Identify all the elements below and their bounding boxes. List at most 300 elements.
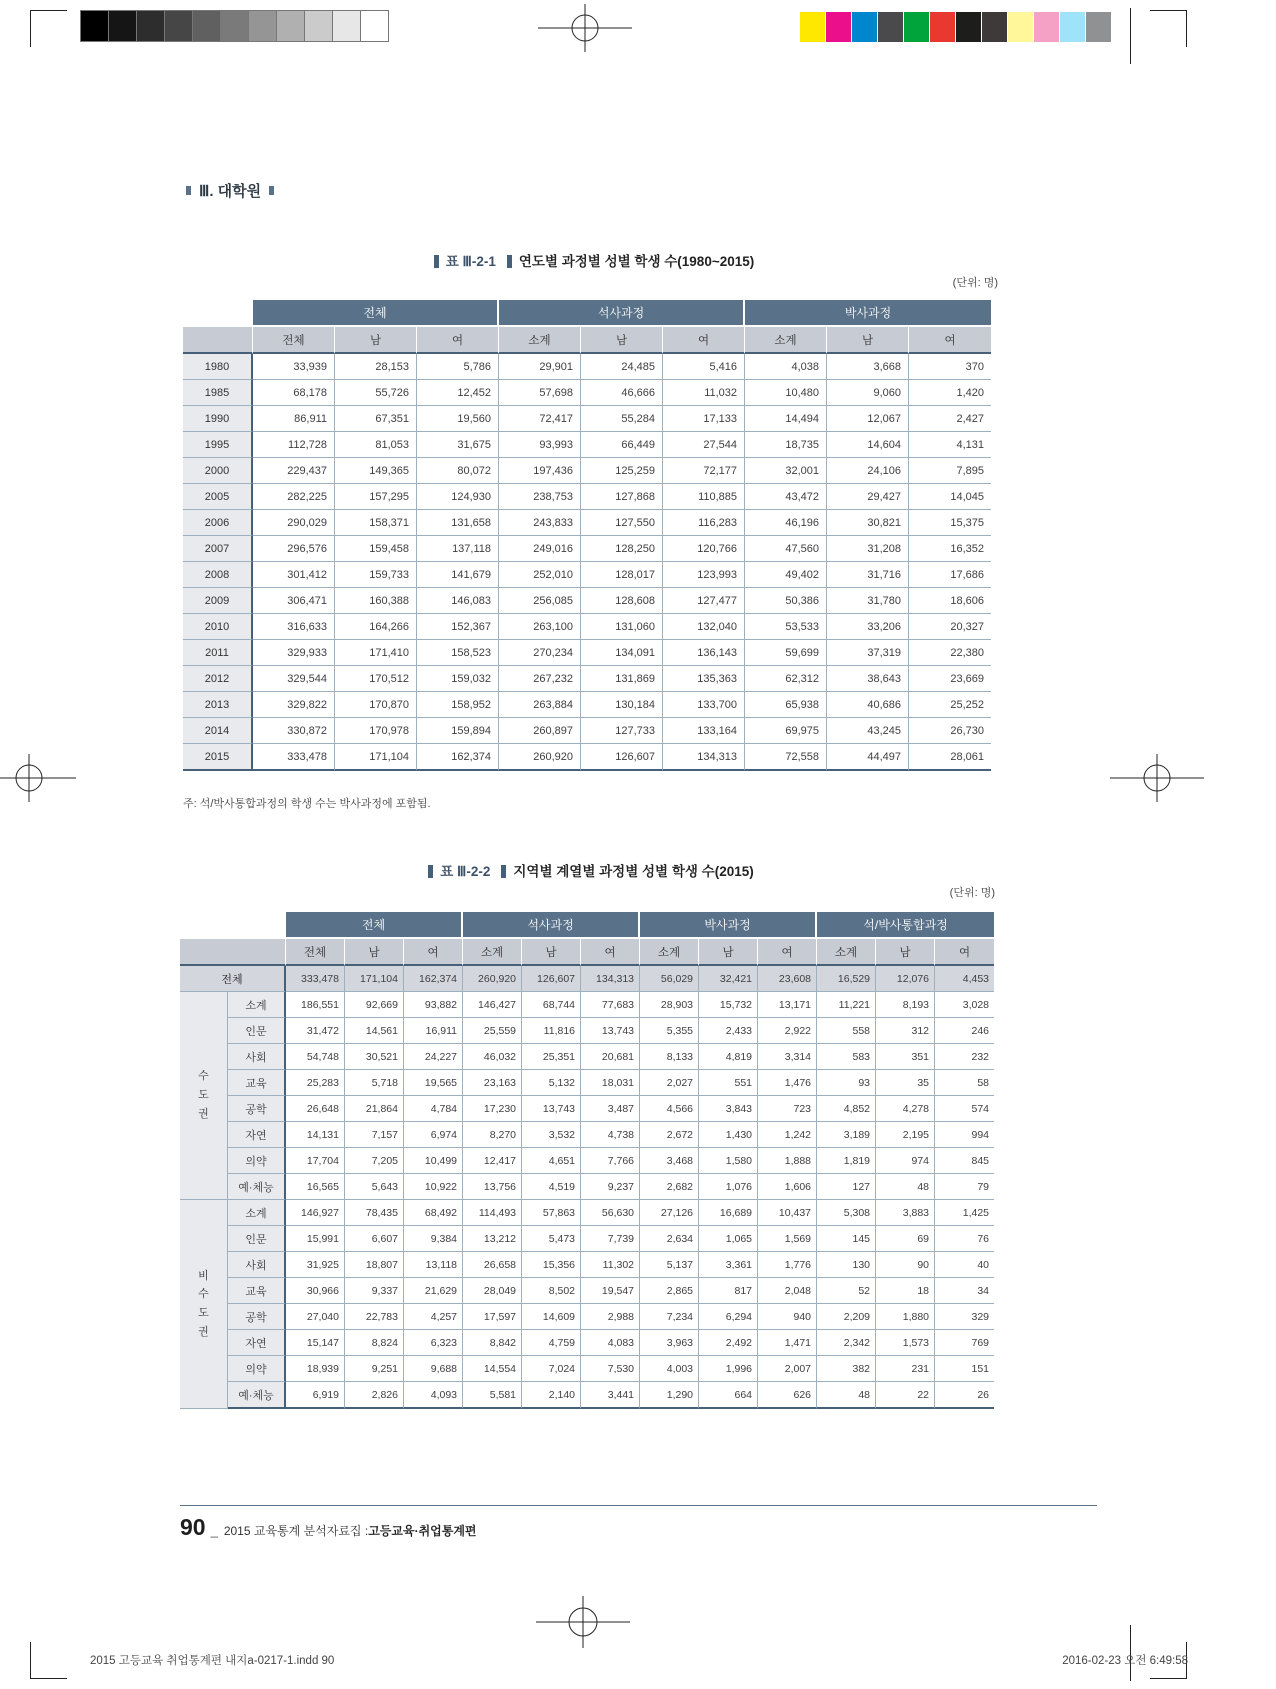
group-header: 전체 [253, 300, 499, 327]
student-count-cell: 30,966 [286, 1278, 345, 1304]
column-header-row [180, 939, 994, 966]
student-count-cell: 164,266 [335, 614, 417, 640]
year-row [183, 484, 991, 510]
student-count-cell: 158,523 [417, 640, 499, 666]
student-count-cell: 78,435 [345, 1200, 404, 1226]
corner-cell [183, 327, 253, 354]
student-count-cell: 2,427 [909, 406, 991, 432]
student-count-cell: 56,029 [640, 966, 699, 992]
student-count-cell: 626 [758, 1382, 817, 1409]
field-label: 교육 [228, 1278, 286, 1304]
student-count-cell: 4,784 [404, 1096, 463, 1122]
student-count-cell: 48 [876, 1174, 935, 1200]
student-count-cell: 1,290 [640, 1382, 699, 1409]
student-count-cell: 2,826 [345, 1382, 404, 1409]
student-count-cell: 16,689 [699, 1200, 758, 1226]
student-count-cell: 26 [935, 1382, 994, 1409]
student-count-cell: 4,566 [640, 1096, 699, 1122]
student-count-cell: 3,668 [827, 354, 909, 380]
table1-title-text: 연도별 과정별 성별 학생 수(1980~2015) [518, 254, 755, 269]
year-row [183, 458, 991, 484]
student-count-cell: 159,458 [335, 536, 417, 562]
student-count-cell: 4,003 [640, 1356, 699, 1382]
footer-text-bold: 고등교육·취업통계편 [368, 1524, 477, 1538]
column-header: 여 [758, 939, 817, 966]
student-count-cell: 32,421 [699, 966, 758, 992]
student-count-cell: 47,560 [745, 536, 827, 562]
student-count-cell: 46,032 [463, 1044, 522, 1070]
column-header: 남 [345, 939, 404, 966]
column-header: 소계 [499, 327, 581, 354]
table2-title [180, 860, 995, 880]
student-count-cell: 28,049 [463, 1278, 522, 1304]
student-count-cell: 22,380 [909, 640, 991, 666]
student-count-cell: 19,565 [404, 1070, 463, 1096]
student-count-cell: 723 [758, 1096, 817, 1122]
table1-unit: (단위: 명) [952, 277, 998, 289]
student-count-cell: 31,780 [827, 588, 909, 614]
field-label: 예·체능 [228, 1174, 286, 1200]
yearly-students-table [183, 300, 991, 771]
calibration-swatch [360, 10, 389, 42]
student-count-cell: 5,416 [663, 354, 745, 380]
title-bar-icon [428, 865, 433, 878]
footer-divider [180, 1505, 1097, 1506]
student-count-cell: 57,863 [522, 1200, 581, 1226]
student-count-cell: 13,212 [463, 1226, 522, 1252]
calibration-swatch [956, 12, 981, 42]
student-count-cell: 5,581 [463, 1382, 522, 1409]
student-count-cell: 12,076 [876, 966, 935, 992]
calibration-swatch [80, 10, 109, 42]
student-count-cell: 15,375 [909, 510, 991, 536]
student-count-cell: 296,576 [253, 536, 335, 562]
year-label: 1990 [183, 406, 253, 432]
title-bar-icon [434, 255, 439, 268]
student-count-cell: 54,748 [286, 1044, 345, 1070]
student-count-cell: 252,010 [499, 562, 581, 588]
student-count-cell: 940 [758, 1304, 817, 1330]
student-count-cell: 2,140 [522, 1382, 581, 1409]
student-count-cell: 81,053 [335, 432, 417, 458]
corner-cell [180, 939, 286, 966]
student-count-cell: 137,118 [417, 536, 499, 562]
year-label: 2014 [183, 718, 253, 744]
student-count-cell: 31,925 [286, 1252, 345, 1278]
student-count-cell: 21,629 [404, 1278, 463, 1304]
year-label: 2009 [183, 588, 253, 614]
student-count-cell: 17,686 [909, 562, 991, 588]
calibration-swatch [164, 10, 193, 42]
footer-separator: _ [210, 1523, 218, 1538]
column-header: 전체 [286, 939, 345, 966]
student-count-cell: 133,164 [663, 718, 745, 744]
student-count-cell: 114,493 [463, 1200, 522, 1226]
student-count-cell: 28,061 [909, 744, 991, 771]
student-count-cell: 27,544 [663, 432, 745, 458]
student-count-cell: 25,351 [522, 1044, 581, 1070]
student-count-cell: 110,885 [663, 484, 745, 510]
section-header [178, 180, 282, 201]
student-count-cell: 40,686 [827, 692, 909, 718]
student-count-cell: 11,302 [581, 1252, 640, 1278]
group-header-row [183, 300, 991, 327]
student-count-cell: 130,184 [581, 692, 663, 718]
student-count-cell: 232 [935, 1044, 994, 1070]
student-count-cell: 6,919 [286, 1382, 345, 1409]
student-count-cell: 2,672 [640, 1122, 699, 1148]
title-bar-icon [501, 865, 506, 878]
year-label: 2013 [183, 692, 253, 718]
student-count-cell: 33,206 [827, 614, 909, 640]
field-label: 소계 [228, 992, 286, 1018]
student-count-cell: 3,468 [640, 1148, 699, 1174]
student-count-cell: 112,728 [253, 432, 335, 458]
calibration-swatch [878, 12, 903, 42]
student-count-cell: 20,327 [909, 614, 991, 640]
student-count-cell: 1,242 [758, 1122, 817, 1148]
student-count-cell: 7,766 [581, 1148, 640, 1174]
student-count-cell: 5,718 [345, 1070, 404, 1096]
bullet-icon [186, 186, 191, 195]
student-count-cell: 128,250 [581, 536, 663, 562]
student-count-cell: 28,153 [335, 354, 417, 380]
calibration-swatch [248, 10, 277, 42]
field-row [180, 1252, 994, 1278]
student-count-cell: 171,104 [345, 966, 404, 992]
year-label: 2011 [183, 640, 253, 666]
student-count-cell: 24,485 [581, 354, 663, 380]
student-count-cell: 3,532 [522, 1122, 581, 1148]
student-count-cell: 2,048 [758, 1278, 817, 1304]
student-count-cell: 116,283 [663, 510, 745, 536]
student-count-cell: 170,978 [335, 718, 417, 744]
student-count-cell: 290,029 [253, 510, 335, 536]
student-count-cell: 14,609 [522, 1304, 581, 1330]
column-header: 여 [935, 939, 994, 966]
student-count-cell: 17,133 [663, 406, 745, 432]
calibration-swatch [1034, 12, 1059, 42]
student-count-cell: 151 [935, 1356, 994, 1382]
student-count-cell: 23,163 [463, 1070, 522, 1096]
year-row [183, 744, 991, 771]
student-count-cell: 11,032 [663, 380, 745, 406]
student-count-cell: 53,533 [745, 614, 827, 640]
student-count-cell: 17,597 [463, 1304, 522, 1330]
student-count-cell: 11,816 [522, 1018, 581, 1044]
year-row [183, 536, 991, 562]
student-count-cell: 14,494 [745, 406, 827, 432]
column-header: 여 [909, 327, 991, 354]
field-row [180, 1382, 994, 1409]
field-row [180, 1096, 994, 1122]
student-count-cell: 127 [817, 1174, 876, 1200]
student-count-cell: 2,492 [699, 1330, 758, 1356]
student-count-cell: 128,608 [581, 588, 663, 614]
student-count-cell: 329,822 [253, 692, 335, 718]
student-count-cell: 5,786 [417, 354, 499, 380]
student-count-cell: 68,744 [522, 992, 581, 1018]
student-count-cell: 333,478 [286, 966, 345, 992]
student-count-cell: 146,083 [417, 588, 499, 614]
year-row [183, 406, 991, 432]
student-count-cell: 31,716 [827, 562, 909, 588]
student-count-cell: 243,833 [499, 510, 581, 536]
field-label: 공학 [228, 1304, 286, 1330]
registration-mark-icon [0, 754, 76, 802]
student-count-cell: 246 [935, 1018, 994, 1044]
student-count-cell: 197,436 [499, 458, 581, 484]
student-count-cell: 1,880 [876, 1304, 935, 1330]
title-bar-icon [507, 255, 512, 268]
student-count-cell: 8,824 [345, 1330, 404, 1356]
student-count-cell: 231 [876, 1356, 935, 1382]
year-label: 1985 [183, 380, 253, 406]
group-header: 석사과정 [463, 912, 640, 939]
student-count-cell: 35 [876, 1070, 935, 1096]
student-count-cell: 6,607 [345, 1226, 404, 1252]
student-count-cell: 7,739 [581, 1226, 640, 1252]
year-row [183, 432, 991, 458]
student-count-cell: 133,700 [663, 692, 745, 718]
student-count-cell: 24,227 [404, 1044, 463, 1070]
table2-unit: (단위: 명) [949, 887, 995, 899]
column-header: 소계 [817, 939, 876, 966]
student-count-cell: 817 [699, 1278, 758, 1304]
student-count-cell: 157,295 [335, 484, 417, 510]
student-count-cell: 256,085 [499, 588, 581, 614]
student-count-cell: 2,027 [640, 1070, 699, 1096]
student-count-cell: 8,193 [876, 992, 935, 1018]
student-count-cell: 6,323 [404, 1330, 463, 1356]
group-header: 석/박사통합과정 [817, 912, 994, 939]
year-label: 2000 [183, 458, 253, 484]
year-label: 2015 [183, 744, 253, 771]
student-count-cell: 18,031 [581, 1070, 640, 1096]
calibration-swatch [982, 12, 1007, 42]
student-count-cell: 68,178 [253, 380, 335, 406]
student-count-cell: 127,733 [581, 718, 663, 744]
student-count-cell: 4,257 [404, 1304, 463, 1330]
student-count-cell: 162,374 [417, 744, 499, 771]
student-count-cell: 68,492 [404, 1200, 463, 1226]
student-count-cell: 46,196 [745, 510, 827, 536]
student-count-cell: 76 [935, 1226, 994, 1252]
grayscale-calibration-bar [80, 10, 388, 42]
student-count-cell: 18,807 [345, 1252, 404, 1278]
student-count-cell: 14,561 [345, 1018, 404, 1044]
student-count-cell: 2,195 [876, 1122, 935, 1148]
calibration-swatch [800, 12, 825, 42]
imprint-filename: 2015 고등교육 취업통계편 내지a-0217-1.indd 90 [90, 1655, 335, 1667]
total-label: 전체 [180, 966, 286, 992]
student-count-cell: 7,157 [345, 1122, 404, 1148]
student-count-cell: 4,131 [909, 432, 991, 458]
student-count-cell: 12,417 [463, 1148, 522, 1174]
student-count-cell: 17,704 [286, 1148, 345, 1174]
student-count-cell: 769 [935, 1330, 994, 1356]
table1-number: 표 Ⅲ-2-1 [445, 254, 496, 269]
year-row [183, 354, 991, 380]
student-count-cell: 3,883 [876, 1200, 935, 1226]
student-count-cell: 159,032 [417, 666, 499, 692]
student-count-cell: 23,608 [758, 966, 817, 992]
student-count-cell: 551 [699, 1070, 758, 1096]
student-count-cell: 130 [817, 1252, 876, 1278]
student-count-cell: 1,996 [699, 1356, 758, 1382]
field-row [180, 1070, 994, 1096]
section-title: Ⅲ. 대학원 [199, 183, 262, 200]
year-row [183, 562, 991, 588]
calibration-swatch [904, 12, 929, 42]
student-count-cell: 34 [935, 1278, 994, 1304]
student-count-cell: 146,927 [286, 1200, 345, 1226]
student-count-cell: 186,551 [286, 992, 345, 1018]
student-count-cell: 306,471 [253, 588, 335, 614]
student-count-cell: 14,554 [463, 1356, 522, 1382]
student-count-cell: 55,726 [335, 380, 417, 406]
student-count-cell: 77,683 [581, 992, 640, 1018]
field-row [180, 1356, 994, 1382]
student-count-cell: 56,630 [581, 1200, 640, 1226]
footer-text: 2015 교육통계 분석자료집 : [223, 1524, 369, 1538]
student-count-cell: 4,278 [876, 1096, 935, 1122]
crop-mark-icon [30, 1642, 67, 1679]
student-count-cell: 131,869 [581, 666, 663, 692]
student-count-cell: 44,497 [827, 744, 909, 771]
student-count-cell: 16,911 [404, 1018, 463, 1044]
student-count-cell: 18,939 [286, 1356, 345, 1382]
student-count-cell: 57,698 [499, 380, 581, 406]
student-count-cell: 29,427 [827, 484, 909, 510]
student-count-cell: 14,604 [827, 432, 909, 458]
student-count-cell: 17,230 [463, 1096, 522, 1122]
field-label: 예·체능 [228, 1382, 286, 1409]
student-count-cell: 127,550 [581, 510, 663, 536]
student-count-cell: 43,245 [827, 718, 909, 744]
regional-students-table [180, 912, 994, 1409]
student-count-cell: 43,472 [745, 484, 827, 510]
group-header: 석사과정 [499, 300, 745, 327]
student-count-cell: 9,337 [345, 1278, 404, 1304]
student-count-cell: 370 [909, 354, 991, 380]
student-count-cell: 382 [817, 1356, 876, 1382]
calibration-swatch [276, 10, 305, 42]
student-count-cell: 26,648 [286, 1096, 345, 1122]
student-count-cell: 22 [876, 1382, 935, 1409]
student-count-cell: 9,384 [404, 1226, 463, 1252]
student-count-cell: 260,920 [499, 744, 581, 771]
student-count-cell: 1,065 [699, 1226, 758, 1252]
column-header: 소계 [745, 327, 827, 354]
student-count-cell: 3,487 [581, 1096, 640, 1122]
student-count-cell: 8,842 [463, 1330, 522, 1356]
student-count-cell: 301,412 [253, 562, 335, 588]
year-label: 2007 [183, 536, 253, 562]
student-count-cell: 4,038 [745, 354, 827, 380]
student-count-cell: 16,352 [909, 536, 991, 562]
crop-mark-icon [1150, 10, 1187, 47]
student-count-cell: 126,607 [581, 744, 663, 771]
student-count-cell: 86,911 [253, 406, 335, 432]
column-header: 남 [522, 939, 581, 966]
crop-mark-icon [1130, 8, 1131, 64]
student-count-cell: 583 [817, 1044, 876, 1070]
student-count-cell: 13,743 [581, 1018, 640, 1044]
student-count-cell: 2,988 [581, 1304, 640, 1330]
student-count-cell: 55,284 [581, 406, 663, 432]
table2-title-text: 지역별 계열별 과정별 성별 학생 수(2015) [513, 864, 754, 879]
student-count-cell: 6,974 [404, 1122, 463, 1148]
student-count-cell: 20,681 [581, 1044, 640, 1070]
student-count-cell: 26,730 [909, 718, 991, 744]
student-count-cell: 120,766 [663, 536, 745, 562]
student-count-cell: 18,606 [909, 588, 991, 614]
student-count-cell: 5,137 [640, 1252, 699, 1278]
student-count-cell: 10,437 [758, 1200, 817, 1226]
student-count-cell: 128,017 [581, 562, 663, 588]
student-count-cell: 160,388 [335, 588, 417, 614]
student-count-cell: 3,189 [817, 1122, 876, 1148]
student-count-cell: 4,759 [522, 1330, 581, 1356]
column-header: 소계 [640, 939, 699, 966]
student-count-cell: 4,651 [522, 1148, 581, 1174]
registration-mark-icon [1110, 754, 1204, 802]
student-count-cell: 9,237 [581, 1174, 640, 1200]
student-count-cell: 249,016 [499, 536, 581, 562]
field-label: 인문 [228, 1018, 286, 1044]
registration-mark-icon [538, 4, 632, 52]
student-count-cell: 80,072 [417, 458, 499, 484]
student-count-cell: 10,480 [745, 380, 827, 406]
student-count-cell: 5,473 [522, 1226, 581, 1252]
student-count-cell: 260,920 [463, 966, 522, 992]
student-count-cell: 162,374 [404, 966, 463, 992]
student-count-cell: 10,922 [404, 1174, 463, 1200]
field-label: 자연 [228, 1330, 286, 1356]
student-count-cell: 19,560 [417, 406, 499, 432]
student-count-cell: 6,294 [699, 1304, 758, 1330]
column-header: 남 [827, 327, 909, 354]
student-count-cell: 48 [817, 1382, 876, 1409]
student-count-cell: 159,733 [335, 562, 417, 588]
student-count-cell: 7,234 [640, 1304, 699, 1330]
student-count-cell: 1,076 [699, 1174, 758, 1200]
student-count-cell: 16,529 [817, 966, 876, 992]
year-label: 2012 [183, 666, 253, 692]
student-count-cell: 351 [876, 1044, 935, 1070]
student-count-cell: 131,658 [417, 510, 499, 536]
student-count-cell: 171,104 [335, 744, 417, 771]
student-count-cell: 158,371 [335, 510, 417, 536]
student-count-cell: 72,177 [663, 458, 745, 484]
student-count-cell: 270,234 [499, 640, 581, 666]
calibration-swatch [220, 10, 249, 42]
corner-cell [180, 912, 286, 939]
student-count-cell: 92,669 [345, 992, 404, 1018]
field-label: 소계 [228, 1200, 286, 1226]
student-count-cell: 263,100 [499, 614, 581, 640]
student-count-cell: 123,993 [663, 562, 745, 588]
student-count-cell: 159,894 [417, 718, 499, 744]
student-count-cell: 31,208 [827, 536, 909, 562]
student-count-cell: 134,313 [581, 966, 640, 992]
student-count-cell: 58 [935, 1070, 994, 1096]
field-row [180, 1278, 994, 1304]
student-count-cell: 31,472 [286, 1018, 345, 1044]
calibration-swatch [826, 12, 851, 42]
student-count-cell: 13,171 [758, 992, 817, 1018]
